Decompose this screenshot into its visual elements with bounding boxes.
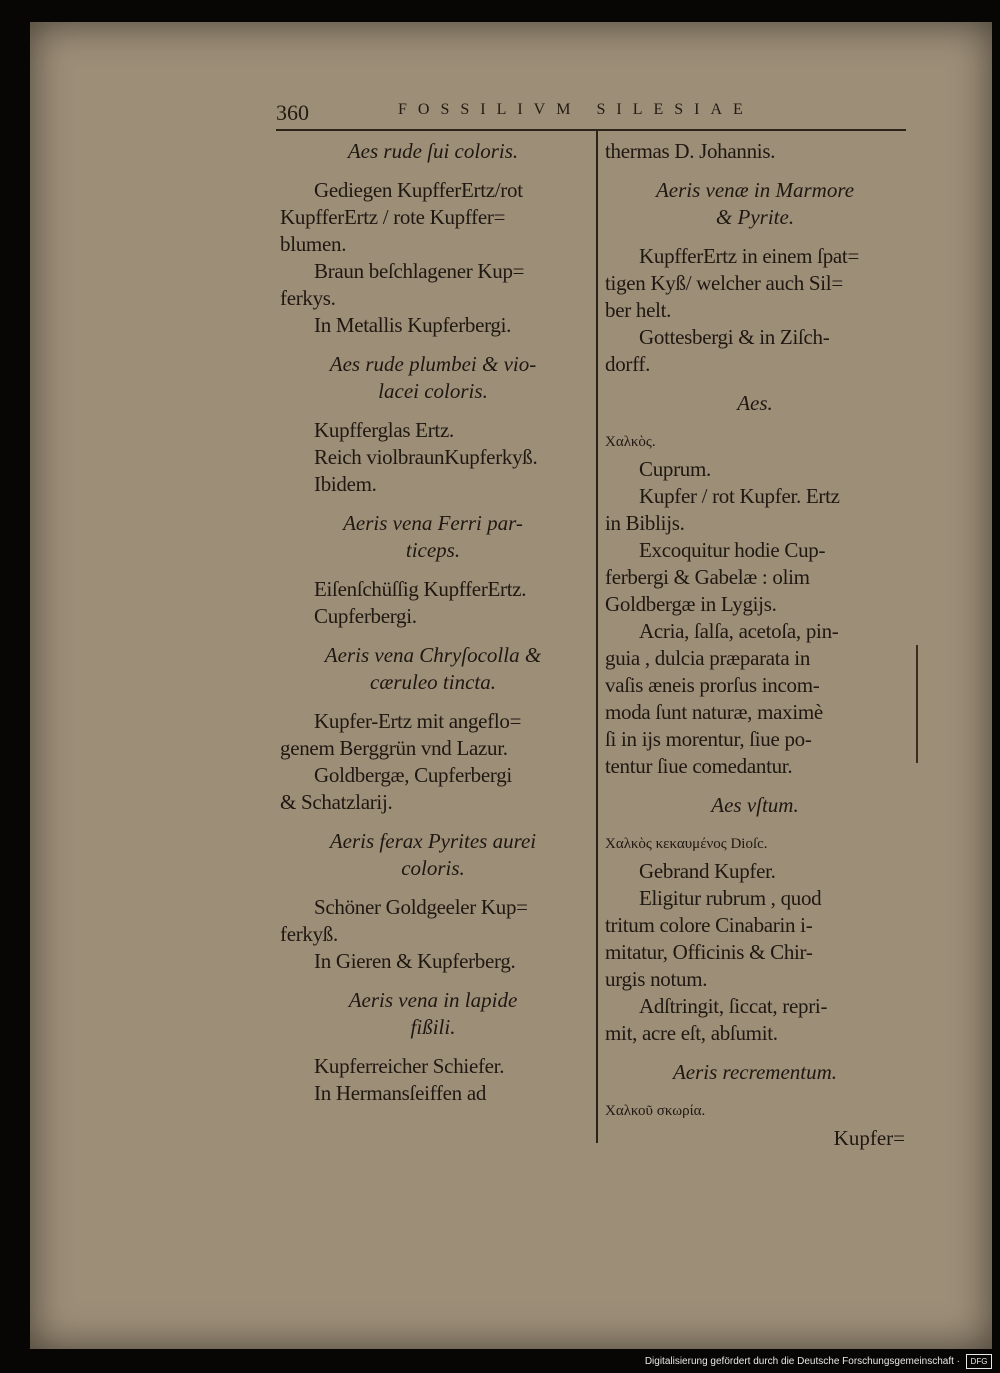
section-gap bbox=[605, 819, 905, 831]
text-line: moda ſunt naturæ, maximè bbox=[605, 700, 823, 724]
margin-bracket bbox=[916, 645, 918, 763]
section-gap bbox=[280, 975, 586, 987]
text-line: Acria, ſalſa, acetoſa, pin- bbox=[639, 619, 839, 643]
section-heading: & Pyrite. bbox=[715, 205, 795, 229]
section-heading: fißili. bbox=[410, 1015, 456, 1039]
header-rule bbox=[276, 129, 906, 131]
text-line: mit, acre eſt, abſumit. bbox=[605, 1021, 778, 1045]
text-line: in Biblijs. bbox=[605, 511, 685, 535]
section-heading: Aeris ferax Pyrites aurei bbox=[329, 829, 537, 853]
section-gap bbox=[280, 816, 586, 828]
text-line: ſi in ijs morentur, ſiue po- bbox=[605, 727, 812, 751]
section-heading: ticeps. bbox=[405, 538, 461, 562]
greek-term: Χαλκὸς. bbox=[605, 434, 656, 450]
text-line: Excoquitur hodie Cup- bbox=[639, 538, 826, 562]
section-heading: Aes rude ſui coloris. bbox=[347, 139, 519, 163]
section-heading: Aeris venæ in Marmore bbox=[655, 178, 855, 202]
text-line: ferkyß. bbox=[280, 922, 338, 946]
text-line: Kupfferglas Ertz. bbox=[314, 418, 454, 442]
text-line: KupfferErtz in einem ſpat= bbox=[639, 244, 859, 268]
text-line: dorff. bbox=[605, 352, 651, 376]
section-heading: lacei coloris. bbox=[378, 379, 488, 403]
greek-term: Χαλκοῦ σκωρία. bbox=[605, 1103, 706, 1119]
text-line: Reich violbraunKupferkyß. bbox=[314, 445, 538, 469]
greek-term: Χαλκὸς κεκαυμένος Dioſc. bbox=[605, 836, 768, 852]
section-heading: cæruleo tincta. bbox=[370, 670, 496, 694]
section-gap bbox=[605, 417, 905, 429]
section-gap bbox=[605, 231, 905, 243]
text-line: tentur ſiue comedantur. bbox=[605, 754, 793, 778]
text-line: Gebrand Kupfer. bbox=[639, 859, 776, 883]
section-gap bbox=[280, 405, 586, 417]
section-heading: Aes rude plumbei & vio- bbox=[329, 352, 537, 376]
left-column bbox=[280, 138, 586, 1107]
text-line: guia , dulcia præparata in bbox=[605, 646, 811, 670]
text-line: KupfferErtz / rote Kupffer= bbox=[280, 205, 506, 229]
section-gap bbox=[605, 165, 905, 177]
text-line: thermas D. Johannis. bbox=[605, 139, 776, 163]
text-line: ferkys. bbox=[280, 286, 336, 310]
section-gap bbox=[280, 339, 586, 351]
text-line: Goldbergæ in Lygijs. bbox=[605, 592, 777, 616]
page-number: 360 bbox=[276, 100, 309, 125]
text-line: tritum colore Cinabarin i- bbox=[605, 913, 813, 937]
text-line: In Metallis Kupferbergi. bbox=[314, 313, 512, 337]
dfg-logo: DFG bbox=[966, 1354, 992, 1369]
section-heading: Aes. bbox=[737, 391, 773, 415]
section-gap bbox=[280, 564, 586, 576]
text-line: In Gieren & Kupferberg. bbox=[314, 949, 516, 973]
text-line: Eiſenſchüſſig KupfferErtz. bbox=[314, 577, 527, 601]
text-line: blumen. bbox=[280, 232, 347, 256]
text-line: Adſtringit, ſiccat, repri- bbox=[639, 994, 828, 1018]
text-line: vaſis æneis prorſus incom- bbox=[605, 673, 820, 697]
section-gap bbox=[605, 780, 905, 792]
section-heading: Aeris vena in lapide bbox=[348, 988, 518, 1012]
text-line: Kupfer-Ertz mit angeflo= bbox=[314, 709, 522, 733]
digitization-credit: Digitalisierung gefördert durch die Deutsche Forschungsgemeinschaft · bbox=[644, 1356, 960, 1367]
text-line: Gediegen KupfferErtz/rot bbox=[314, 178, 523, 202]
text-line: Kupfer= bbox=[833, 1126, 905, 1150]
right-column bbox=[605, 138, 905, 1152]
text-line: Cupferbergi. bbox=[314, 604, 417, 628]
section-heading: Aes vſtum. bbox=[711, 793, 799, 817]
text-line: In Hermansſeiffen ad bbox=[314, 1081, 487, 1105]
section-heading: coloris. bbox=[401, 856, 465, 880]
text-line: tigen Kyß/ welcher auch Sil= bbox=[605, 271, 843, 295]
text-line: Schöner Goldgeeler Kup= bbox=[314, 895, 528, 919]
text-line: mitatur, Officinis & Chir- bbox=[605, 940, 813, 964]
section-heading: Aeris vena Chryſocolla & bbox=[324, 643, 542, 667]
text-line: Kupfer / rot Kupfer. Ertz bbox=[639, 484, 840, 508]
text-line: urgis notum. bbox=[605, 967, 708, 991]
text-line: & Schatzlarij. bbox=[280, 790, 393, 814]
section-heading: Aeris recrementum. bbox=[672, 1060, 838, 1084]
section-gap bbox=[605, 1047, 905, 1059]
text-line: genem Berggrün vnd Lazur. bbox=[280, 736, 508, 760]
running-title: FOSSILIVM SILESIAE bbox=[398, 101, 754, 118]
text-line: Kupferreicher Schiefer. bbox=[314, 1054, 505, 1078]
text-line: ferbergi & Gabelæ : olim bbox=[605, 565, 810, 589]
section-gap bbox=[280, 882, 586, 894]
text-line: Goldbergæ, Cupferbergi bbox=[314, 763, 512, 787]
section-gap bbox=[280, 165, 586, 177]
section-gap bbox=[280, 1041, 586, 1053]
text-line: Eligitur rubrum , quod bbox=[639, 886, 822, 910]
text-line: Gottesbergi & in Ziſch- bbox=[639, 325, 830, 349]
text-line: Ibidem. bbox=[314, 472, 377, 496]
column-divider bbox=[596, 131, 598, 1143]
section-gap bbox=[605, 378, 905, 390]
section-heading: Aeris vena Ferri par- bbox=[343, 511, 523, 535]
section-gap bbox=[280, 696, 586, 708]
section-gap bbox=[605, 1086, 905, 1098]
section-gap bbox=[280, 630, 586, 642]
text-line: ber helt. bbox=[605, 298, 672, 322]
section-gap bbox=[280, 498, 586, 510]
text-line: Braun beſchlagener Kup= bbox=[314, 259, 525, 283]
text-line: Cuprum. bbox=[639, 457, 711, 481]
